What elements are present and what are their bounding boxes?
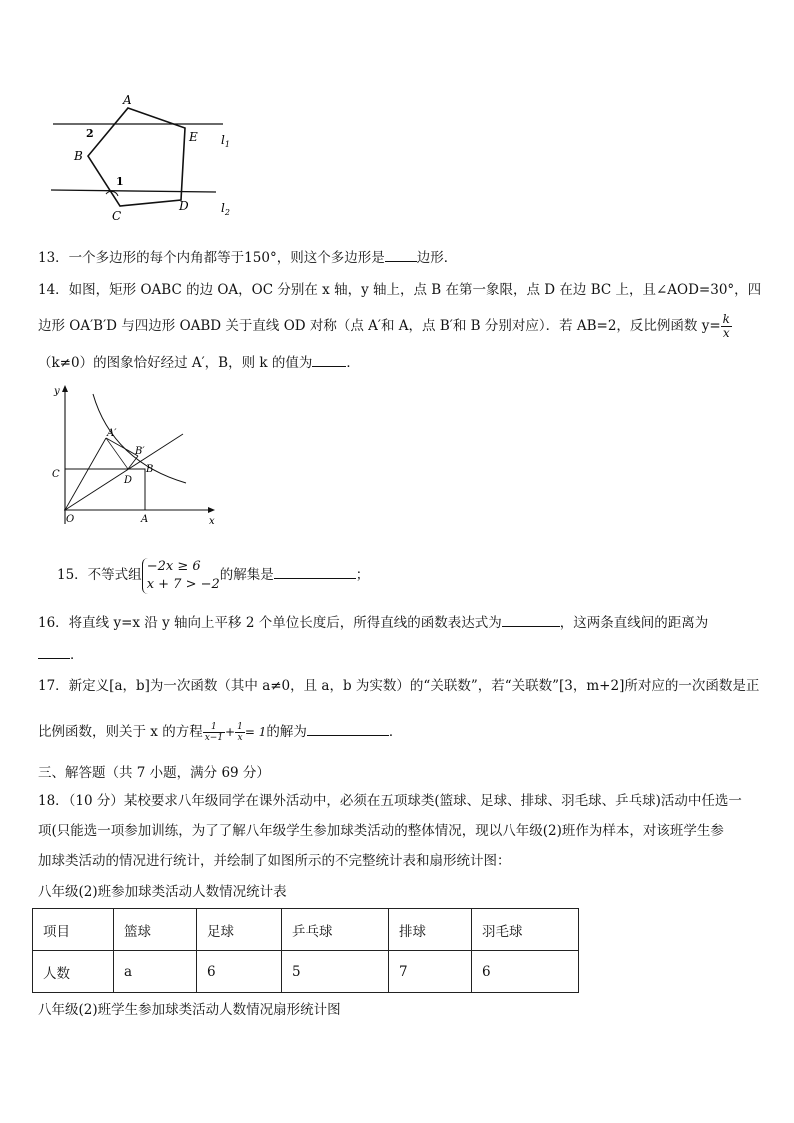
question-17-line2: 比例函数，则关于 x 的方程 $\frac{1}{x-1}$ + $\frac{1}{x}$ = 1的解为 ． bbox=[38, 722, 403, 743]
label-O: O bbox=[66, 514, 75, 525]
question-17-line1: 17．新定义[a，b]为一次函数（其中 a≠0，且 a，b 为实数）的“关联数”，若“关联数”[3，m+2]所对应的一次函数是正 bbox=[38, 678, 760, 694]
question-14-line2: 边形 OA′B′D 与四边形 OABD 关于直线 OD 对称（点 A′和 A，点 B′和 B 分别对应）．若 AB=2，反比例函数 y= $\frac{k}{x}$ bbox=[38, 312, 730, 340]
table-cell: 人数 bbox=[33, 951, 114, 993]
rectangle-coordinate-figure bbox=[48, 384, 218, 530]
label-C: C bbox=[112, 209, 122, 222]
ball-activity-table bbox=[32, 908, 579, 993]
pentagon-figure bbox=[48, 92, 248, 222]
table-cell: 羽毛球 bbox=[472, 909, 579, 951]
label-E: E bbox=[189, 130, 198, 144]
label-D: D bbox=[124, 475, 133, 486]
table-cell: 篮球 bbox=[114, 909, 197, 951]
table-cell: 项目 bbox=[33, 909, 114, 951]
segment-b1d bbox=[128, 456, 138, 469]
y-axis-arrow bbox=[62, 385, 68, 392]
question-16-line2: ． bbox=[38, 646, 84, 664]
segment-a1b1 bbox=[106, 438, 138, 456]
q15-answer-blank[interactable] bbox=[274, 566, 356, 579]
question-18-line3: 加球类活动的情况进行统计，并绘制了如图所示的不完整统计表和扇形统计图： bbox=[38, 853, 511, 869]
label-x: x bbox=[209, 516, 215, 527]
label-B: B bbox=[146, 464, 154, 475]
question-15: 15．不等式组 −2x ≥ 6 x + 7 > −2 的解集是 ； bbox=[57, 558, 370, 592]
table-row bbox=[33, 951, 579, 993]
label-y: y bbox=[54, 386, 60, 397]
inequality-system: −2x ≥ 6 x + 7 > −2 bbox=[142, 558, 220, 594]
segment-oa1 bbox=[65, 438, 106, 510]
fraction-1-over-x: $\frac{1}{x}$ bbox=[237, 722, 243, 743]
pie-chart-title: 八年级(2)班学生参加球类活动人数情况扇形统计图 bbox=[38, 1002, 341, 1018]
table-cell: 5 bbox=[282, 951, 389, 993]
section-3-heading: 三、解答题（共 7 小题，满分 69 分） bbox=[38, 765, 270, 781]
label-A: A bbox=[141, 514, 149, 525]
label-l1: $l_1$ bbox=[221, 133, 230, 149]
k-over-x-fraction: $\frac{k}{x}$ bbox=[722, 312, 730, 340]
q16-answer-blank-2[interactable] bbox=[38, 646, 70, 659]
question-14-line3: （k≠0）的图象恰好经过 A′，B，则 k 的值为 ． bbox=[38, 355, 360, 371]
question-13: 13．一个多边形的每个内角都等于150°，则这个多边形是 边形． bbox=[38, 250, 458, 266]
q16-answer-blank-1[interactable] bbox=[502, 614, 560, 627]
fraction-1-over-x-minus-1: $\frac{1}{x-1}$ bbox=[204, 722, 224, 743]
question-16-line1: 16．将直线 y=x 沿 y 轴向上平移 2 个单位长度后，所得直线的函数表达式为 ，这两条直线间的距离为 bbox=[38, 615, 709, 631]
table-cell: a bbox=[114, 951, 197, 993]
question-18-line1: 18．（10 分）某校要求八年级同学在课外活动中，必须在五项球类(篮球、足球、排球、羽毛球、乒乓球)活动中任选一 bbox=[38, 793, 742, 809]
question-18-line2: 项(只能选一项参加训练，为了了解八年级学生参加球类活动的整体情况，现以八年级(2)班作为样本，对该班学生参 bbox=[38, 823, 724, 839]
question-14-line1: 14．如图，矩形 OABC 的边 OA，OC 分别在 x 轴，y 轴上，点 B 在第一象限，点 D 在边 BC 上，且∠AOD=30°，四 bbox=[38, 282, 762, 298]
label-A-prime: A′ bbox=[107, 428, 117, 439]
table-cell: 乒乓球 bbox=[282, 909, 389, 951]
table-header-row bbox=[33, 909, 579, 951]
q17-answer-blank[interactable] bbox=[307, 723, 389, 736]
label-angle-2: 2 bbox=[86, 127, 94, 140]
table-cell: 足球 bbox=[197, 909, 282, 951]
label-C: C bbox=[52, 469, 60, 480]
q14-answer-blank[interactable] bbox=[312, 354, 346, 367]
table-cell: 排球 bbox=[389, 909, 472, 951]
segment-a1d bbox=[106, 438, 128, 469]
q13-answer-blank[interactable] bbox=[385, 249, 417, 262]
line-l2 bbox=[51, 190, 216, 192]
table-cell: 7 bbox=[389, 951, 472, 993]
label-B: B bbox=[74, 149, 83, 163]
label-A: A bbox=[123, 93, 132, 107]
table-cell: 6 bbox=[472, 951, 579, 993]
label-l2: $l_2$ bbox=[221, 201, 230, 217]
label-angle-1: 1 bbox=[116, 175, 124, 188]
label-B-prime: B′ bbox=[135, 446, 145, 457]
x-axis-arrow bbox=[208, 507, 215, 513]
label-D: D bbox=[179, 199, 189, 213]
line-od bbox=[65, 434, 183, 510]
table-title: 八年级(2)班参加球类活动人数情况统计表 bbox=[38, 884, 287, 900]
table-cell: 6 bbox=[197, 951, 282, 993]
